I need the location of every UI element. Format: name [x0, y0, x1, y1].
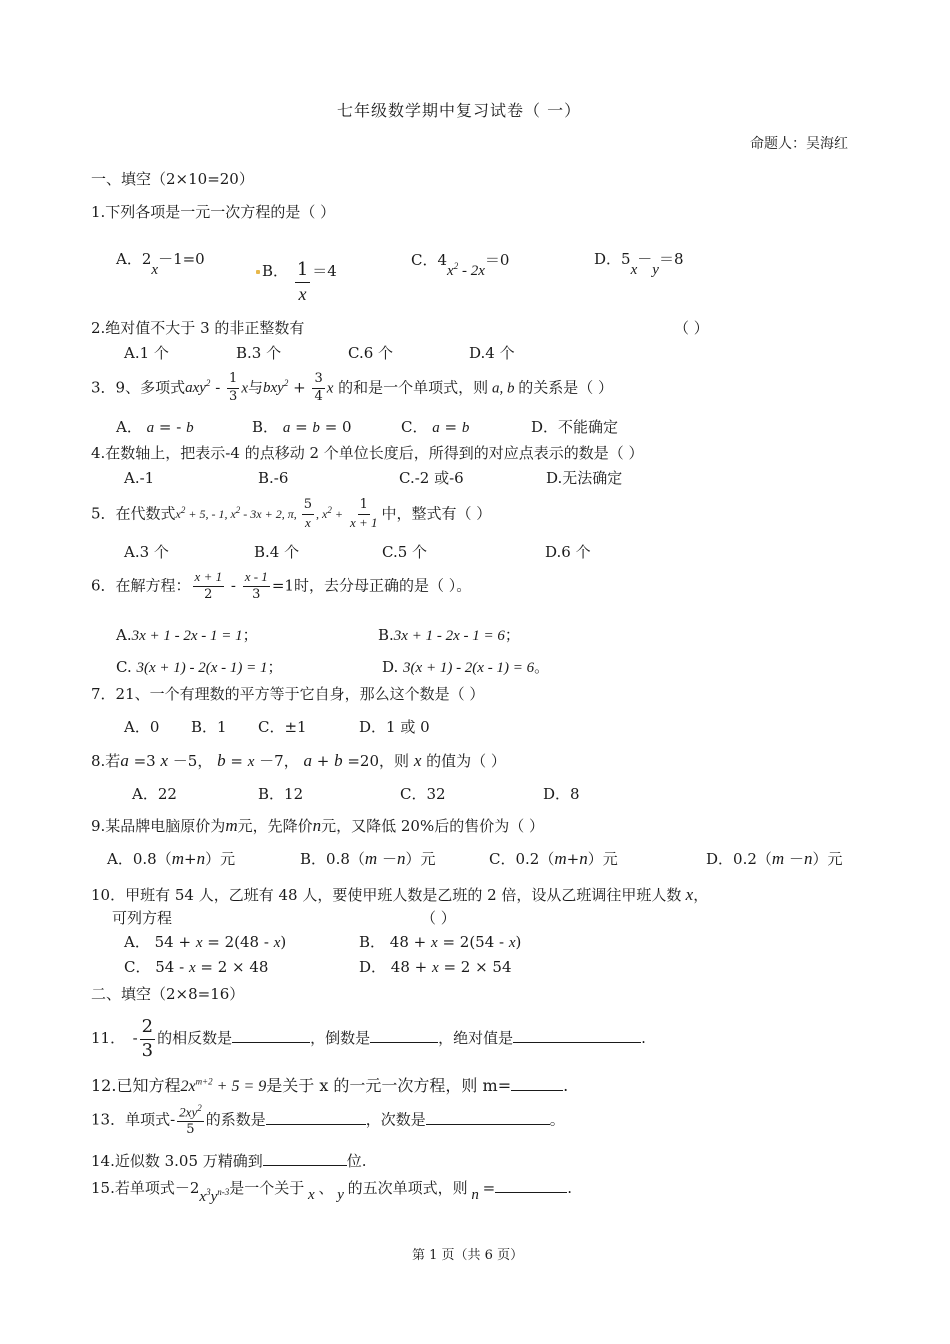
answer-blank-absolute[interactable] [513, 1028, 641, 1043]
section-1-heading: 一、填空（2×10=20） [91, 170, 254, 188]
author-line: 命题人：吴海红 [750, 136, 848, 152]
q6-option-d: D. 3(x + 1) - 2(x - 1) = 6。 [382, 658, 550, 676]
q2-option-d: D.4 个 [469, 344, 515, 362]
q6-option-b: B.3x + 1 - 2x - 1 = 6； [378, 626, 520, 644]
q10-option-b: B． 48 + x = 2(54 - x) [359, 933, 522, 951]
answer-blank-m[interactable] [511, 1076, 563, 1091]
question-13: 13．单项式- $\frac{2xy^2}{5}$ 的系数是 ，次数是 。 [91, 1103, 565, 1138]
q6-option-c: C. 3(x + 1) - 2(x - 1) = 1； [116, 658, 283, 676]
q9-option-d: D．0.2（m －n）元 [706, 849, 843, 868]
question-7-stem: 7．21、一个有理数的平方等于它自身，那么这个数是（ ） [91, 685, 485, 703]
q9-option-b: B．0.8（m －n）元 [300, 849, 436, 868]
q4-option-d: D.无法确定 [546, 469, 623, 487]
q8-option-a: A．22 [132, 785, 177, 803]
answer-blank-n[interactable] [495, 1178, 567, 1193]
q2-option-c: C.6 个 [348, 344, 394, 362]
question-6-stem: 6．在解方程： $\frac{x + 1}{2}$ - $\frac{x - 1}{3}$ =1时，去分母正确的是（ ）。 [91, 569, 472, 602]
answer-blank-coefficient[interactable] [266, 1110, 366, 1125]
answer-blank-precision[interactable] [263, 1151, 347, 1166]
question-15: 15.若单项式$-2x^3y^{n-3}$是一个关于 x 、 y 的五次单项式，则 n = . [91, 1179, 572, 1205]
q6-option-a: A.3x + 1 - 2x - 1 = 1； [116, 626, 258, 644]
q9-option-a: A．0.8（m+n）元 [107, 849, 236, 868]
q4-option-c: C.-2 或-6 [399, 469, 464, 487]
question-2-stem: 2.绝对值不大于 3 的非正整数有 [91, 319, 305, 337]
q3-option-a: A． a = - b [116, 418, 194, 436]
answer-blank-reciprocal[interactable] [370, 1028, 438, 1043]
q2-option-a: A.1 个 [124, 344, 169, 362]
question-5-stem: 5．在代数式$x^2 + 5$, - 1, $x^2 - 3x + 2$, π, $\frac{5}{x}$ , $x^2$ + $\frac{1}{x + 1}$ 中，整式有（ ） [91, 497, 492, 530]
q10-option-c: C． 54 - x = 2 × 48 [124, 958, 269, 976]
q7-option-b: B．1 [191, 718, 227, 736]
q9-option-c: C．0.2（m+n）元 [489, 849, 618, 868]
question-3-stem: 3．9、多项式axy$^2$ - $\frac{1}{3}$ x与bxy$^2$ + $\frac{3}{4}$ x 的和是一个单项式，则 a, b 的关系是（ ） [91, 371, 613, 404]
q5-option-c: C.5 个 [382, 543, 428, 561]
question-12: 12.已知方程$2x^{m+2} + 5 = 9$是关于 x 的一元一次方程，则 m= . [91, 1076, 569, 1095]
q5-option-b: B.4 个 [254, 543, 300, 561]
q7-option-a: A．0 [124, 718, 160, 736]
q4-option-b: B.-6 [258, 469, 289, 487]
page-footer: 第 1 页（共 6 页） [412, 1248, 524, 1263]
question-1-stem: 1.下列各项是一元一次方程的是（ ） [91, 203, 336, 221]
q8-option-c: C．32 [400, 785, 446, 803]
question-9-stem: 9.某品牌电脑原价为m元，先降价n元，又降低 20%后的售价为（ ） [91, 816, 544, 835]
q1-option-c: C．$4x^2 - 2x=0$ [411, 251, 510, 279]
answer-blank-degree[interactable] [426, 1110, 550, 1125]
q4-option-a: A.-1 [124, 469, 155, 487]
q7-option-c: C．±1 [258, 718, 307, 736]
q5-option-d: D.6 个 [545, 543, 591, 561]
q8-option-d: D．8 [543, 785, 580, 803]
q3-option-d: D．不能确定 [531, 418, 619, 436]
question-8-stem: 8.若a =3 x －5， b = x －7， a + b =20，则 x 的值为（ ） [91, 751, 506, 770]
q1-option-b: B． $\frac{1}{x}$ ＝4 [256, 250, 337, 294]
q3-option-b: B． a = b = 0 [252, 418, 352, 436]
question-14: 14.近似数 3.05 万精确到 位. [91, 1152, 367, 1170]
q7-option-d: D．1 或 0 [359, 718, 430, 736]
question-2-paren: （ ） [674, 319, 709, 337]
question-4-stem: 4.在数轴上，把表示-4 的点移动 2 个单位长度后，所得到的对应点表示的数是（ ） [91, 444, 644, 462]
q8-option-b: B．12 [258, 785, 304, 803]
question-10-paren: （ ） [421, 909, 456, 927]
question-10-stem-line2: 可列方程 [112, 909, 173, 927]
question-11: 11． - $\frac{2}{3}$ 的相反数是 ，倒数是 ，绝对值是 . [91, 1016, 646, 1061]
answer-blank-opposite[interactable] [232, 1028, 310, 1043]
q1-option-d: D．5x－y＝8 [594, 250, 684, 278]
section-2-heading: 二、填空（2×8=16） [91, 985, 245, 1003]
q10-option-d: D． 48 + x = 2 × 54 [359, 958, 512, 976]
page-title: 七年级数学期中复习试卷（ 一） [337, 101, 582, 120]
q2-option-b: B.3 个 [236, 344, 282, 362]
q3-option-c: C． a = b [401, 418, 470, 436]
q10-option-a: A． 54 + x = 2(48 - x) [124, 933, 287, 951]
question-10-stem: 10．甲班有 54 人，乙班有 48 人，要使甲班人数是乙班的 2 倍，设从乙班调往甲班人数 x， [91, 885, 709, 904]
q1-option-a: A．2x－1=0 [116, 250, 205, 278]
q5-option-a: A.3 个 [124, 543, 169, 561]
